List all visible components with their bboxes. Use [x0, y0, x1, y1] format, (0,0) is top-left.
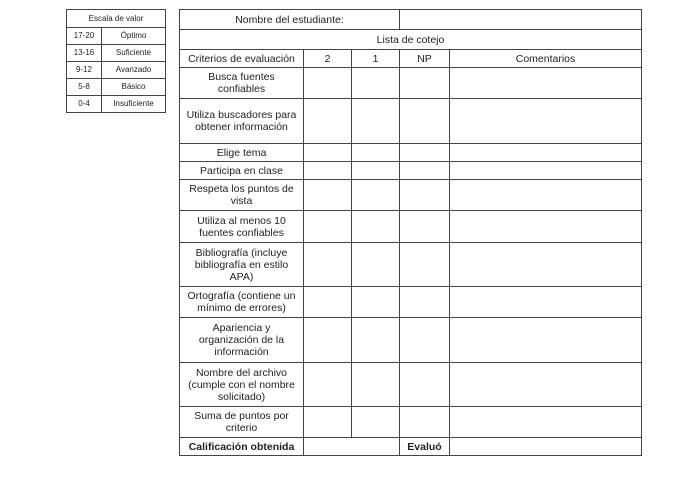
- criteria-row: [180, 318, 642, 363]
- criteria-row: [180, 162, 642, 180]
- value-scale-row: [67, 45, 166, 62]
- criteria-label: Busca fuentes confiables: [180, 68, 304, 99]
- comments-cell[interactable]: [450, 180, 642, 211]
- score-cell-2[interactable]: [304, 99, 352, 144]
- score-cell-2[interactable]: [304, 162, 352, 180]
- value-scale-label: Insuficiente: [102, 96, 166, 113]
- comments-cell[interactable]: [450, 363, 642, 407]
- criteria-row: [180, 287, 642, 318]
- criteria-row: [180, 68, 642, 99]
- value-scale-range: 9-12: [67, 62, 102, 79]
- score-cell-1[interactable]: [352, 68, 400, 99]
- value-scale-row: [67, 28, 166, 45]
- score-cell-2[interactable]: [304, 144, 352, 162]
- value-scale-label: Básico: [102, 79, 166, 96]
- grade-value-cell[interactable]: [304, 438, 400, 456]
- comments-cell[interactable]: [450, 318, 642, 363]
- score-cell-2[interactable]: [304, 243, 352, 287]
- value-scale-row: [67, 96, 166, 113]
- comments-cell[interactable]: [450, 243, 642, 287]
- score-cell-1[interactable]: [352, 407, 400, 438]
- score-cell-np[interactable]: [400, 363, 450, 407]
- criteria-label: Respeta los puntos de vista: [180, 180, 304, 211]
- criteria-label: Apariencia y organización de la información: [180, 318, 304, 363]
- score-cell-2[interactable]: [304, 211, 352, 243]
- criteria-row: [180, 407, 642, 438]
- score-cell-2[interactable]: [304, 180, 352, 211]
- criteria-row: [180, 243, 642, 287]
- comments-cell[interactable]: [450, 162, 642, 180]
- score-cell-np[interactable]: [400, 407, 450, 438]
- score-cell-1[interactable]: [352, 363, 400, 407]
- score-cell-np[interactable]: [400, 180, 450, 211]
- value-scale-table: [66, 9, 166, 113]
- value-scale-label: Avanzado: [102, 62, 166, 79]
- score-cell-1[interactable]: [352, 180, 400, 211]
- score-cell-1[interactable]: [352, 211, 400, 243]
- score-cell-2[interactable]: [304, 363, 352, 407]
- value-scale-range: 13-16: [67, 45, 102, 62]
- value-scale-label: Óptimo: [102, 28, 166, 45]
- criteria-label: Ortografía (contiene un mínimo de errores): [180, 287, 304, 318]
- score-cell-np[interactable]: [400, 99, 450, 144]
- comments-cell[interactable]: [450, 287, 642, 318]
- score-cell-2[interactable]: [304, 287, 352, 318]
- score-cell-1[interactable]: [352, 99, 400, 144]
- score-cell-1[interactable]: [352, 318, 400, 363]
- value-scale-range: 0-4: [67, 96, 102, 113]
- column-header-criteria: Criterios de evaluación: [180, 50, 304, 68]
- value-scale-header: [67, 10, 166, 28]
- student-name-field[interactable]: [400, 10, 642, 30]
- value-scale-range: 5-8: [67, 79, 102, 96]
- value-scale-label: Suficiente: [102, 45, 166, 62]
- score-cell-2[interactable]: [304, 318, 352, 363]
- criteria-label: Suma de puntos por criterio: [180, 407, 304, 438]
- score-cell-np[interactable]: [400, 318, 450, 363]
- column-header-row: [180, 50, 642, 68]
- score-cell-1[interactable]: [352, 243, 400, 287]
- checklist-title: Lista de cotejo: [180, 30, 642, 50]
- student-row: [180, 10, 642, 30]
- column-header-1: 1: [352, 50, 400, 68]
- value-scale-row: [67, 79, 166, 96]
- score-cell-1[interactable]: [352, 162, 400, 180]
- score-cell-1[interactable]: [352, 287, 400, 318]
- score-cell-np[interactable]: [400, 162, 450, 180]
- comments-cell[interactable]: [450, 99, 642, 144]
- criteria-row: [180, 144, 642, 162]
- evaluator-label: Evaluó: [400, 438, 450, 456]
- value-scale-title: Escala de valor: [67, 10, 166, 28]
- criteria-label: Utiliza buscadores para obtener información: [180, 99, 304, 144]
- value-scale-range: 17-20: [67, 28, 102, 45]
- criteria-label: Bibliografía (incluye bibliografía en estilo APA): [180, 243, 304, 287]
- value-scale-row: [67, 62, 166, 79]
- score-cell-2[interactable]: [304, 68, 352, 99]
- student-name-label: Nombre del estudiante:: [180, 10, 400, 30]
- column-header-np: NP: [400, 50, 450, 68]
- comments-cell[interactable]: [450, 144, 642, 162]
- comments-cell[interactable]: [450, 211, 642, 243]
- footer-row: [180, 438, 642, 456]
- checklist-table: [179, 9, 642, 456]
- score-cell-2[interactable]: [304, 407, 352, 438]
- score-cell-np[interactable]: [400, 243, 450, 287]
- grade-label: Calificación obtenida: [180, 438, 304, 456]
- column-header-2: 2: [304, 50, 352, 68]
- criteria-row: [180, 180, 642, 211]
- criteria-label: Utiliza al menos 10 fuentes confiables: [180, 211, 304, 243]
- criteria-row: [180, 99, 642, 144]
- criteria-row: [180, 363, 642, 407]
- criteria-label: Nombre del archivo (cumple con el nombre solicitado): [180, 363, 304, 407]
- score-cell-np[interactable]: [400, 144, 450, 162]
- evaluator-value-cell[interactable]: [450, 438, 642, 456]
- criteria-row: [180, 211, 642, 243]
- comments-cell[interactable]: [450, 68, 642, 99]
- score-cell-np[interactable]: [400, 287, 450, 318]
- criteria-label: Elige tema: [180, 144, 304, 162]
- column-header-comments: Comentarios: [450, 50, 642, 68]
- comments-cell[interactable]: [450, 407, 642, 438]
- score-cell-np[interactable]: [400, 211, 450, 243]
- score-cell-1[interactable]: [352, 144, 400, 162]
- criteria-label: Participa en clase: [180, 162, 304, 180]
- checklist-title-row: [180, 30, 642, 50]
- score-cell-np[interactable]: [400, 68, 450, 99]
